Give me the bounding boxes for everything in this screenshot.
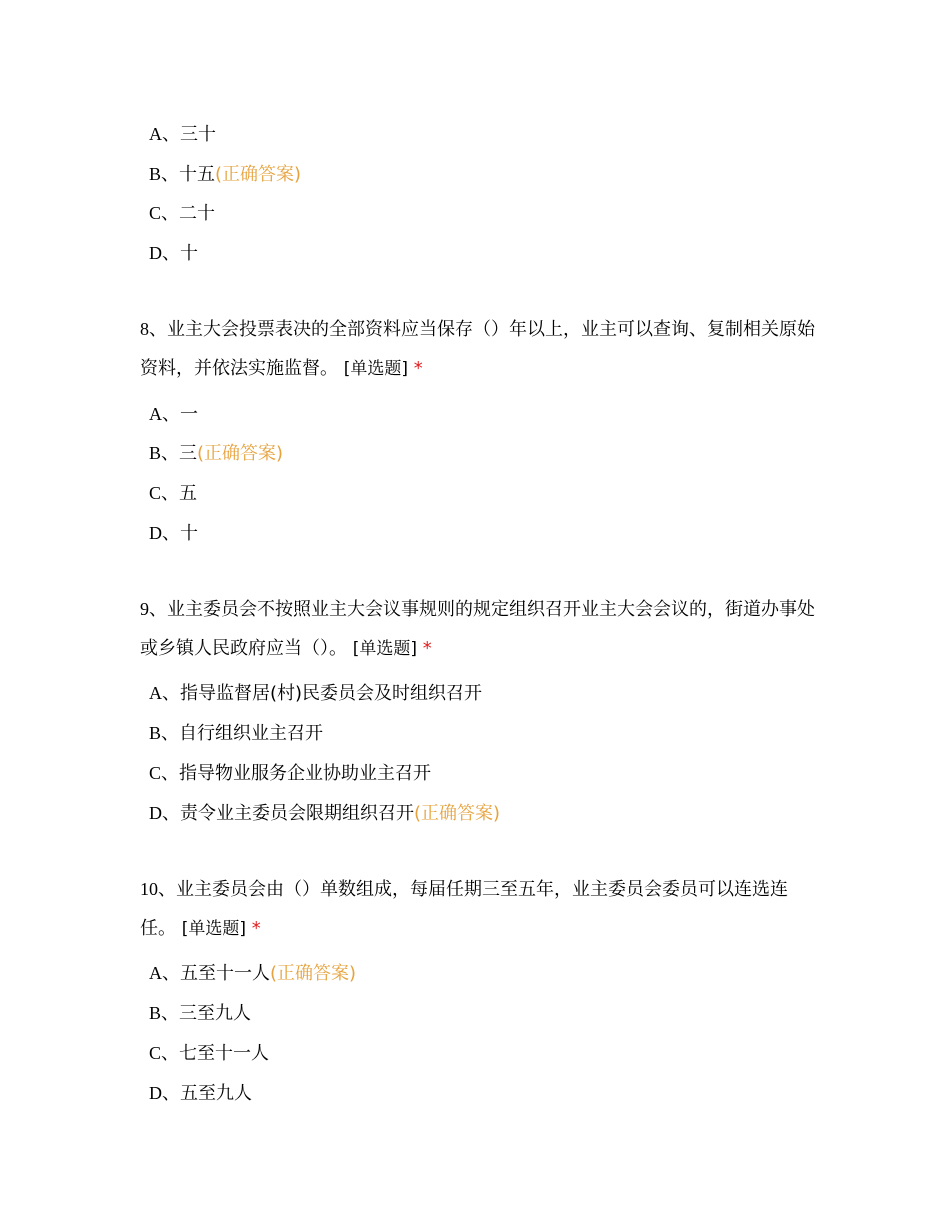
option-text: 五 [179, 483, 198, 504]
correct-answer-tag: (正确答案) [414, 803, 501, 824]
question-type: [单选题] [343, 359, 408, 379]
question-type: [单选题] [181, 919, 246, 939]
option-letter: C、 [149, 1043, 180, 1063]
question-text: 业主委员会不按照业主大会议事规则的规定组织召开业主大会会议的，街道办事处或乡镇人民政府应当（）。 [140, 599, 815, 659]
option-prev-d [149, 241, 198, 266]
option-letter: B、 [149, 723, 180, 743]
option-text: 三至九人 [179, 1003, 252, 1024]
option-text: 十 [180, 243, 198, 264]
option-letter: A、 [149, 404, 180, 424]
option-q8-a [149, 402, 198, 427]
option-prev-a [149, 122, 216, 147]
option-text: 十五 [179, 164, 216, 185]
question-text: 业主委员会由（）单数组成，每届任期三至五年，业主委员会委员可以连选连任。 [140, 879, 788, 939]
question-number: 9、 [140, 599, 167, 619]
option-letter: A、 [149, 124, 180, 144]
correct-answer-tag: (正确答案) [270, 963, 357, 984]
option-q10-c [149, 1041, 269, 1066]
question-number: 10、 [140, 879, 176, 899]
required-marker: * [413, 358, 423, 379]
required-marker: * [251, 918, 261, 939]
option-text: 指导监督居(村)民委员会及时组织召开 [180, 683, 483, 704]
option-letter: C、 [149, 203, 180, 223]
option-text: 三十 [180, 124, 216, 145]
option-letter: C、 [149, 483, 180, 503]
option-letter: B、 [149, 164, 180, 184]
option-q10-d [149, 1081, 252, 1106]
question-8-title [140, 310, 820, 389]
option-letter: B、 [149, 443, 180, 463]
option-q9-c [149, 761, 431, 786]
option-letter: A、 [149, 963, 180, 983]
option-q10-a [149, 961, 356, 986]
option-letter: B、 [149, 1003, 180, 1023]
correct-answer-tag: (正确答案) [215, 164, 302, 185]
option-prev-b [149, 162, 301, 187]
option-text: 责令业主委员会限期组织召开 [180, 803, 414, 824]
option-letter: D、 [149, 803, 180, 823]
option-text: 三 [179, 443, 198, 464]
option-letter: D、 [149, 523, 180, 543]
question-10-title [140, 870, 820, 949]
option-letter: D、 [149, 1083, 180, 1103]
option-text: 二十 [179, 203, 216, 224]
correct-answer-tag: (正确答案) [197, 443, 284, 464]
option-q8-b [149, 441, 283, 466]
required-marker: * [422, 638, 432, 659]
option-text: 自行组织业主召开 [179, 723, 324, 744]
question-9-title [140, 590, 820, 669]
option-q9-d [149, 801, 500, 826]
option-q8-d [149, 521, 198, 546]
option-prev-c [149, 201, 215, 226]
option-text: 七至十一人 [179, 1043, 270, 1064]
question-text: 业主大会投票表决的全部资料应当保存（）年以上，业主可以查询、复制相关原始资料，并依法实施监督。 [140, 319, 815, 379]
option-text: 指导物业服务企业协助业主召开 [179, 763, 432, 784]
option-q8-c [149, 481, 197, 506]
option-text: 五至九人 [180, 1083, 252, 1104]
option-q10-b [149, 1001, 251, 1026]
option-text: 五至十一人 [180, 963, 270, 984]
question-number: 8、 [140, 319, 167, 339]
option-q9-a [149, 681, 482, 706]
option-letter: A、 [149, 683, 180, 703]
question-type: [单选题] [352, 639, 417, 659]
option-letter: D、 [149, 243, 180, 263]
option-text: 一 [180, 404, 198, 425]
option-text: 十 [180, 523, 198, 544]
option-q9-b [149, 721, 323, 746]
option-letter: C、 [149, 763, 180, 783]
